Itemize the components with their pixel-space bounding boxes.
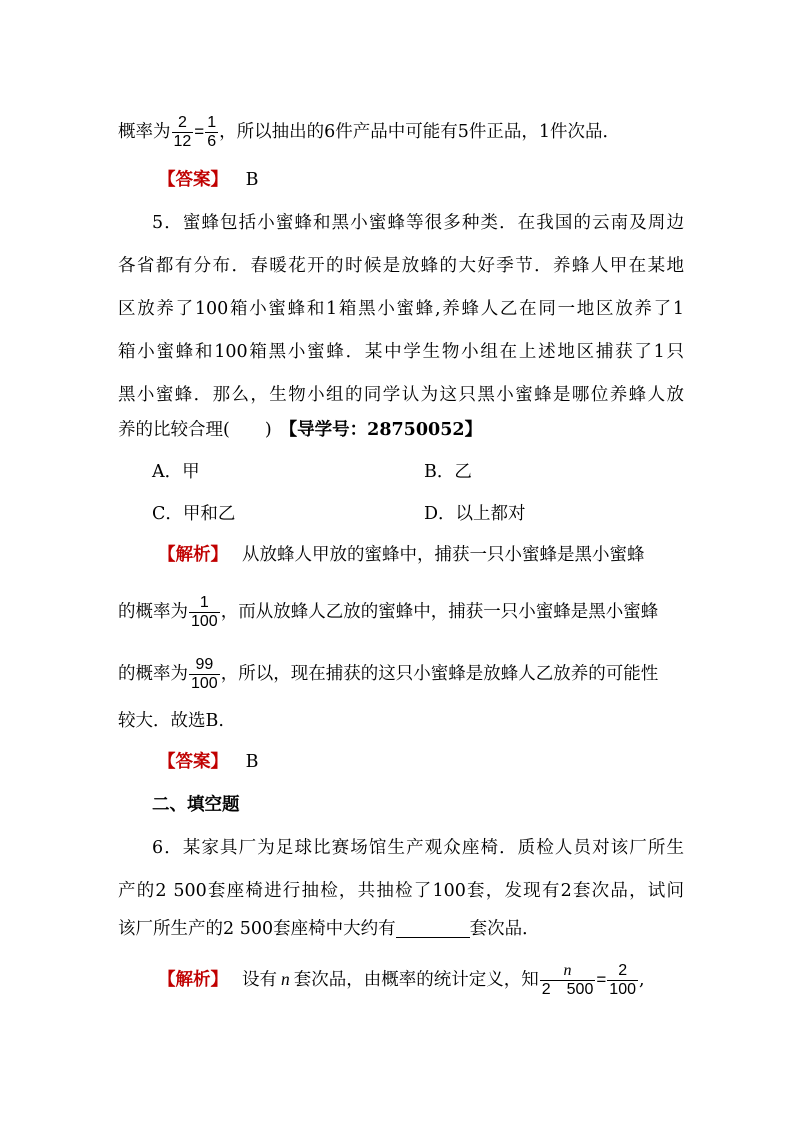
text-segment: 设有 — [242, 970, 277, 990]
question-5-line-5 — [118, 383, 684, 407]
question-5-line-1 — [152, 211, 684, 235]
option-text: B．乙 — [424, 462, 472, 482]
fraction-2-100 — [607, 962, 638, 999]
option-text: A．甲 — [152, 462, 200, 482]
analysis-5-line-1 — [158, 543, 684, 567]
fraction-n-2500 — [540, 962, 596, 999]
text-segment: ，所以抽出的6件产品中可能有5件正品，1件次品． — [219, 122, 621, 142]
equals-sign: = — [596, 970, 607, 989]
analysis-6-line-1 — [158, 962, 684, 999]
fraction-denominator: 100 — [191, 675, 218, 692]
answer-line — [158, 750, 724, 774]
answer-line — [158, 168, 724, 192]
section-title: 二、填空题 — [152, 795, 240, 815]
question-6-line-3 — [118, 917, 684, 941]
fraction-denominator: 6 — [207, 133, 217, 150]
text-segment: 的概率为 — [118, 664, 188, 684]
analysis-5-line-2 — [118, 594, 684, 631]
guide-number: 【导学号：28750052】 — [279, 420, 483, 440]
option-text: D．以上都对 — [424, 504, 526, 524]
answer-label: 【答案】 — [158, 170, 228, 190]
text-segment: ，所以，现在捕获的这只小蜜蜂是放蜂人乙放养的可能性 — [220, 664, 659, 684]
analysis-label: 【解析】 — [158, 545, 228, 565]
fraction-denominator: 2 500 — [541, 981, 594, 998]
fraction-denominator: 12 — [173, 133, 192, 150]
answer-value: B — [245, 170, 259, 190]
text-segment: 养的比较合理( ) — [118, 420, 272, 440]
text-segment: 该厂所生产的2 500套座椅中大约有 — [118, 919, 396, 939]
section-heading — [152, 793, 718, 817]
text-segment: , — [639, 970, 645, 990]
question-5-line-3 — [118, 297, 684, 321]
prev-solution-line — [118, 114, 684, 151]
text-segment: 黑小蜜蜂．那么，生物小组的同学认为这只黑小蜜蜂是哪位养蜂人放 — [118, 385, 684, 405]
fraction-numerator: 2 — [618, 962, 628, 979]
answer-label: 【答案】 — [158, 752, 228, 772]
question-6-line-1 — [152, 836, 684, 860]
fraction-99-100 — [189, 656, 220, 693]
question-5-line-6 — [118, 418, 684, 442]
fraction-numerator: 2 — [177, 114, 187, 131]
option-text: C．甲和乙 — [152, 504, 236, 524]
text-segment: 产的2 500套座椅进行抽检，共抽检了100套，发现有2套次品，试问 — [118, 881, 684, 901]
question-5-line-4 — [118, 340, 684, 364]
question-6-line-2 — [118, 879, 684, 903]
fraction-numerator: 99 — [195, 656, 214, 673]
text-segment: ，而从放蜂人乙放的蜜蜂中，捕获一只小蜜蜂是黑小蜜蜂 — [220, 602, 659, 622]
variable-n: n — [281, 969, 290, 989]
text-segment: 各省都有分布．春暖花开的时候是放蜂的大好季节．养蜂人甲在某地 — [118, 256, 684, 276]
text-segment: 较大．故选B. — [118, 711, 224, 731]
text-segment: 区放养了100箱小蜜蜂和1箱黑小蜜蜂,养蜂人乙在同一地区放养了1 — [118, 299, 684, 319]
text-segment: 5．蜜蜂包括小蜜蜂和黑小蜜蜂等很多种类．在我国的云南及周边 — [152, 213, 684, 233]
fraction-1-100 — [189, 594, 220, 631]
analysis-5-line-4 — [118, 709, 684, 733]
equals-sign: = — [194, 122, 205, 141]
question-5-line-2 — [118, 254, 684, 278]
option-a — [152, 460, 200, 484]
fraction-numerator: 1 — [207, 114, 217, 131]
answer-blank[interactable] — [396, 919, 470, 938]
text-segment: 从放蜂人甲放的蜜蜂中，捕获一只小蜜蜂是黑小蜜蜂 — [242, 545, 645, 565]
text-segment: 概率为 — [118, 122, 171, 142]
answer-value: B — [245, 752, 259, 772]
text-segment: 套次品． — [469, 919, 540, 939]
option-b — [424, 460, 472, 484]
fraction-denominator: 100 — [609, 981, 636, 998]
fraction-numerator: n — [563, 962, 572, 979]
text-segment: 箱小蜜蜂和100箱黑小蜜蜂．某中学生物小组在上述地区捕获了1只 — [118, 342, 684, 362]
fraction-denominator: 100 — [191, 613, 218, 630]
fraction-numerator: 1 — [199, 594, 209, 611]
text-segment: 6．某家具厂为足球比赛场馆生产观众座椅．质检人员对该厂所生 — [152, 838, 684, 858]
fraction-2-12 — [172, 114, 194, 151]
option-c — [152, 502, 235, 526]
text-segment: 的概率为 — [118, 602, 188, 622]
text-segment: 套次品，由概率的统计定义，知 — [293, 970, 539, 990]
analysis-5-line-3 — [118, 656, 684, 693]
fraction-1-6 — [205, 114, 218, 151]
option-d — [424, 502, 526, 526]
analysis-label: 【解析】 — [158, 970, 228, 990]
